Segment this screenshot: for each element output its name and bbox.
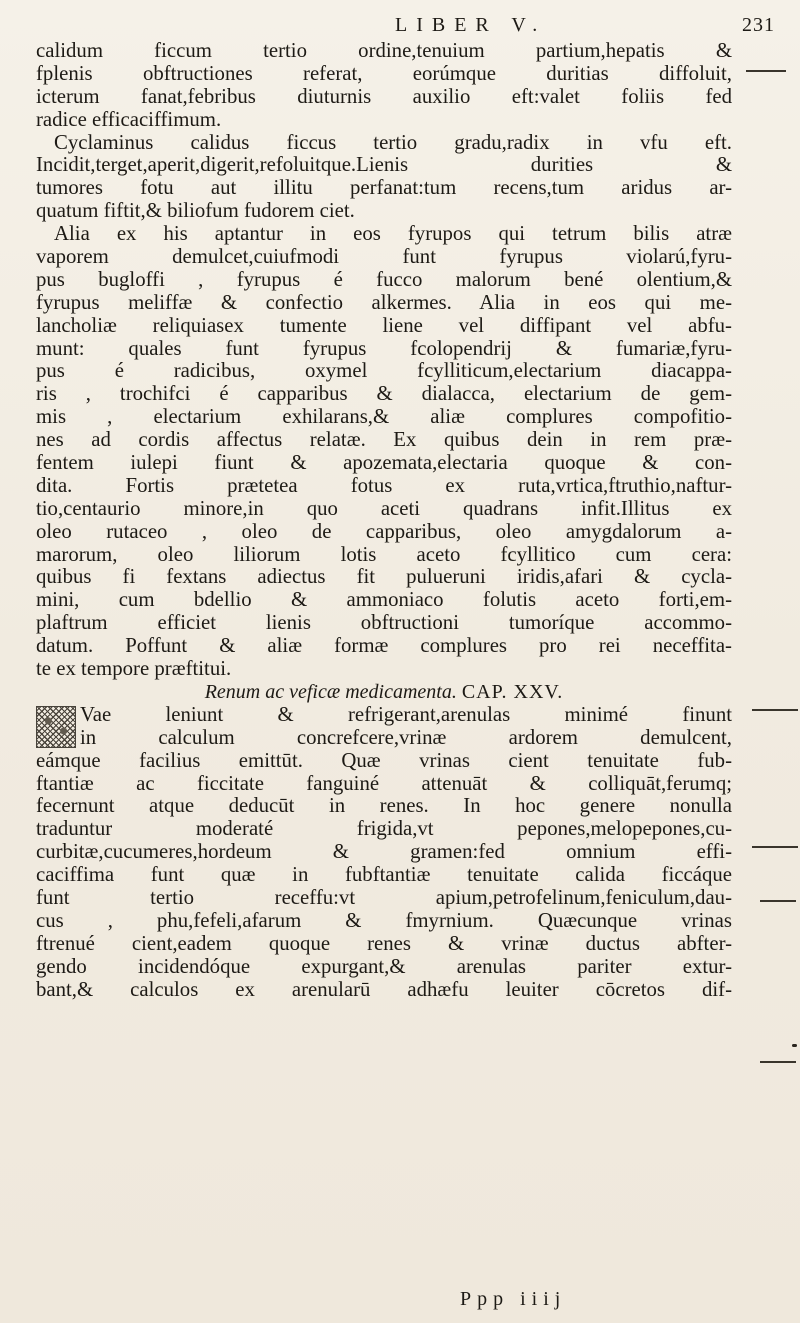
text-line: mis , electarium exhilarans,& aliæ complures compofitio- (36, 406, 732, 429)
text-line: curbitæ,cucumeres,hordeum & gramen:fed omnium effi- (36, 841, 732, 864)
text-line: funt tertio receffu:vt apium,petrofelinum,feniculum,dau- (36, 886, 732, 909)
text-line: pus bugloffi , fyrupus é fucco malorum bené olentium,& (36, 268, 732, 291)
text-line: fplenis obftructiones referat, eorúmque duritias diffoluit, (36, 62, 732, 85)
signature-mark: Ppp iiij (460, 1288, 567, 1310)
text-line: oleo rutaceo , oleo de capparibus, oleo amygdalorum a- (36, 520, 732, 543)
text-line: dita. Fortis prætetea fotus ex ruta,vrtica,ftruthio,naftur- (36, 474, 732, 497)
chapter-title: Renum ac veficæ medicamenta. (204, 680, 457, 703)
decorated-initial-block (36, 704, 732, 750)
text-line: mini, cum bdellio & ammoniaco folutis aceto forti,em- (36, 589, 732, 612)
text-line: vaporem demulcet,cuiufmodi funt fyrupus violarú,fyru- (36, 246, 732, 269)
margin-mark (746, 70, 786, 72)
page-number: 231 (742, 14, 775, 36)
body-text (36, 40, 732, 1001)
text-line: traduntur moderaté frigida,vt pepones,melopepones,cu- (36, 818, 732, 841)
text-line: calidum ficcum tertio ordine,tenuium partium,hepatis & (36, 40, 732, 62)
text-line: Vae leniunt & refrigerant,arenulas minimé finunt (80, 703, 732, 726)
decorated-initial-q-icon (36, 706, 76, 748)
margin-mark (760, 1061, 796, 1063)
ink-speck (792, 1044, 797, 1047)
text-line: bant,& calculos ex arenularū adhæfu leuiter cōcretos dif- (36, 978, 732, 1001)
text-line: radice efficaciffimum. (36, 108, 222, 131)
text-line: fyrupus meliffæ & confectio alkermes. Alia in eos qui me- (36, 291, 732, 314)
margin-mark (752, 846, 798, 848)
text-line: datum. Poffunt & aliæ formæ complures pro rei neceffita- (36, 635, 732, 658)
running-head: LIBER V. (395, 14, 547, 36)
chapter-number: CAP. XXV. (461, 680, 564, 703)
text-line: ftrenué cient,eadem quoque renes & vrinæ ductus abfter- (36, 932, 732, 955)
text-line: quatum fiftit,& biliofum fudorem ciet. (36, 200, 355, 223)
text-line: Alia ex his aptantur in eos fyrupos qui tetrum bilis atræ (54, 223, 732, 246)
text-line: ftantiæ ac ficcitate fanguiné attenuāt & colliquāt,ferumq; (36, 772, 732, 795)
text-line: nes ad cordis affectus relatæ. Ex quibus dein in rem præ- (36, 429, 732, 452)
chapter-heading (36, 681, 732, 704)
paragraph-block-2 (36, 750, 732, 1002)
text-line: quibus fi fextans adiectus fit pulueruni iridis,afari & cycla- (36, 566, 732, 589)
text-line: munt: quales funt fyrupus fcolopendrij & fumariæ,fyru- (36, 337, 732, 360)
text-line: fecernunt atque deducūt in renes. In hoc genere nonulla (36, 795, 732, 818)
text-line: lancholiæ reliquiasex tumente liene vel diffipant vel abfu- (36, 314, 732, 337)
paragraph-block-1 (36, 40, 732, 681)
text-line: cus , phu,fefeli,afarum & fmyrnium. Quæcunque vrinas (36, 909, 732, 932)
text-line: icterum fanat,febribus diuturnis auxilio eft:valet foliis fed (36, 85, 732, 108)
text-line: eámque facilius emittūt. Quæ vrinas cient tenuitate fub- (36, 749, 732, 772)
text-line: pus é radicibus, oxymel fcylliticum,electarium diacappa- (36, 360, 732, 383)
margin-mark (752, 709, 798, 711)
text-line: Incidit,terget,aperit,digerit,refoluitque.Lienis durities & (36, 154, 732, 177)
text-line: ris , trochifci é capparibus & dialacca, electarium de gem- (36, 383, 732, 406)
text-line: tio,centaurio minore,in quo aceti quadrans infit.Illitus ex (36, 497, 732, 520)
text-line: caciffima funt quæ in fubftantiæ tenuitate calida ficcáque (36, 864, 732, 887)
text-line: tumores fotu aut illitu perfanat:tum recens,tum aridus ar- (36, 177, 732, 200)
text-line: Cyclaminus calidus ficcus tertio gradu,radix in vfu eft. (54, 131, 732, 154)
text-line: marorum, oleo liliorum lotis aceto fcyllitico cum cera: (36, 543, 732, 566)
text-line: te ex tempore præftitui. (36, 658, 232, 681)
text-line: fentem iulepi fiunt & apozemata,electaria quoque & con- (36, 452, 732, 475)
text-line: gendo incidendóque expurgant,& arenulas pariter extur- (36, 955, 732, 978)
text-line: plaftrum efficiet lienis obftructioni tumoríque accommo- (36, 612, 732, 635)
text-line: in calculum concrefcere,vrinæ ardorem demulcent, (80, 726, 732, 749)
initial-lines (36, 704, 732, 750)
margin-mark (760, 900, 796, 902)
